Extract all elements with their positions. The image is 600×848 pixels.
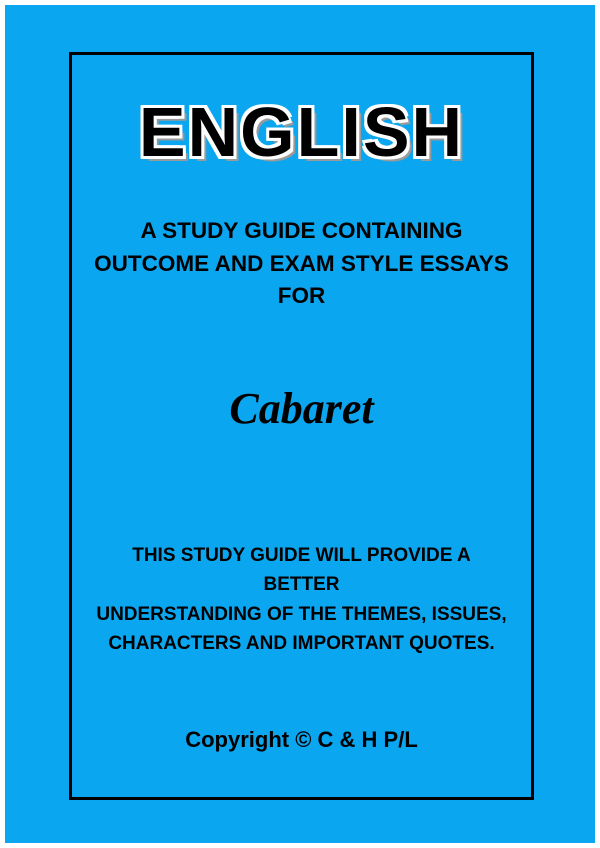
- subtitle-line-2: OUTCOME AND EXAM STYLE ESSAYS: [94, 250, 509, 276]
- description-line-1: THIS STUDY GUIDE WILL PROVIDE A BETTER: [132, 545, 471, 596]
- book-cover: [5, 5, 595, 843]
- subtitle-block: [90, 215, 513, 313]
- copyright-notice: Copyright © C & H P/L: [185, 727, 418, 752]
- description-line-3: CHARACTERS AND IMPORTANT QUOTES.: [108, 633, 495, 655]
- description-line-2: UNDERSTANDING OF THE THEMES, ISSUES,: [96, 603, 507, 625]
- work-title: Cabaret: [229, 384, 374, 433]
- subtitle-line-3: FOR: [277, 283, 326, 309]
- page-title: ENGLISH: [138, 93, 465, 171]
- cover-border-frame: [69, 52, 534, 800]
- description-block: [94, 541, 509, 659]
- subtitle-line-1: A STUDY GUIDE CONTAINING: [140, 218, 463, 243]
